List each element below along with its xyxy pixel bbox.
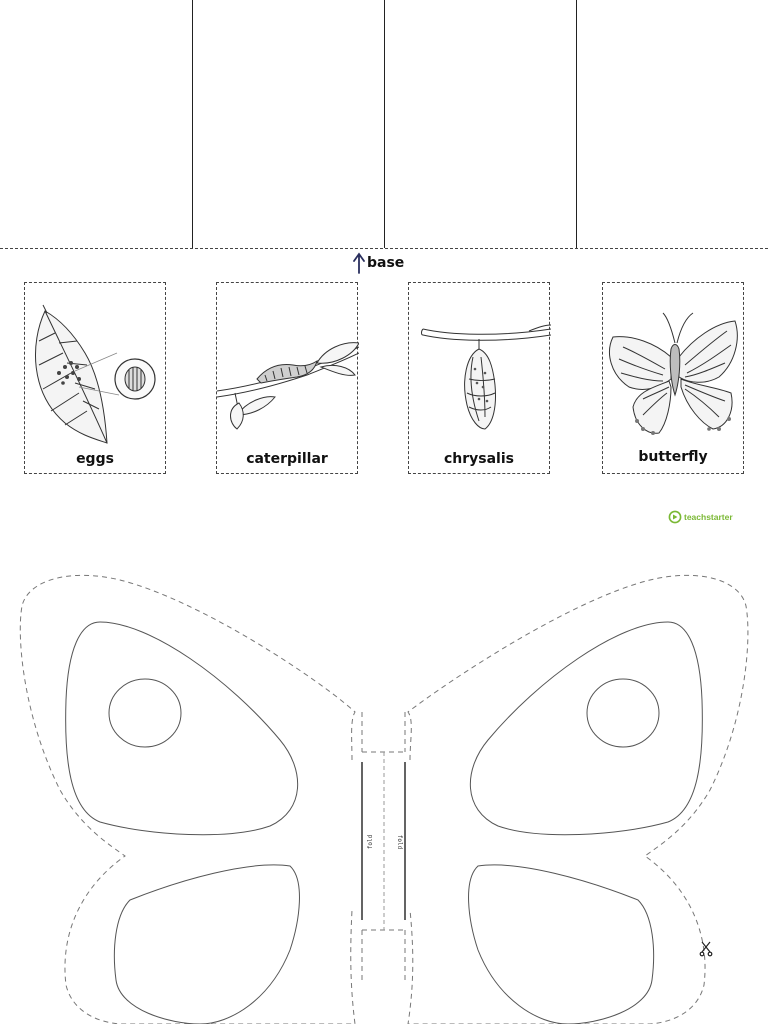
panel-divider-3: [576, 0, 577, 248]
right-wing-spot: [587, 679, 659, 747]
base-marker: [352, 252, 404, 274]
card-chrysalis: [408, 282, 550, 474]
card-label: butterfly: [638, 449, 708, 465]
brand-logo: [668, 510, 733, 524]
butterfly-template: [0, 560, 768, 1024]
right-lower-wing: [469, 865, 654, 1024]
left-lower-wing: [114, 865, 299, 1024]
fold-label-left: fold: [367, 834, 374, 850]
card-eggs: [24, 282, 166, 474]
left-wing-cut-line: [20, 575, 355, 1024]
card-label: chrysalis: [443, 451, 514, 467]
card-caterpillar: [216, 282, 358, 474]
fold-label-right: fold: [396, 834, 403, 850]
right-upper-wing: [470, 622, 702, 835]
card-label: eggs: [76, 451, 114, 467]
chrysalis-icon: [409, 283, 551, 453]
right-wing-cut-line: [408, 575, 748, 1024]
butterfly-icon: [603, 283, 745, 453]
caterpillar-icon: [217, 283, 359, 453]
left-upper-wing: [66, 622, 298, 835]
up-arrow-icon: [352, 252, 366, 274]
eggs-on-leaf-icon: [25, 283, 167, 453]
scissors-icon: [700, 942, 712, 956]
left-wing-spot: [109, 679, 181, 747]
panel-divider-2: [384, 0, 385, 248]
base-fold-line: [0, 248, 768, 249]
panel-divider-1: [192, 0, 193, 248]
card-label: caterpillar: [246, 451, 328, 467]
card-butterfly: [602, 282, 744, 474]
brand-name: teachstarter: [684, 512, 733, 522]
base-label: base: [367, 255, 405, 271]
teachstarter-logo-icon: [668, 510, 682, 524]
